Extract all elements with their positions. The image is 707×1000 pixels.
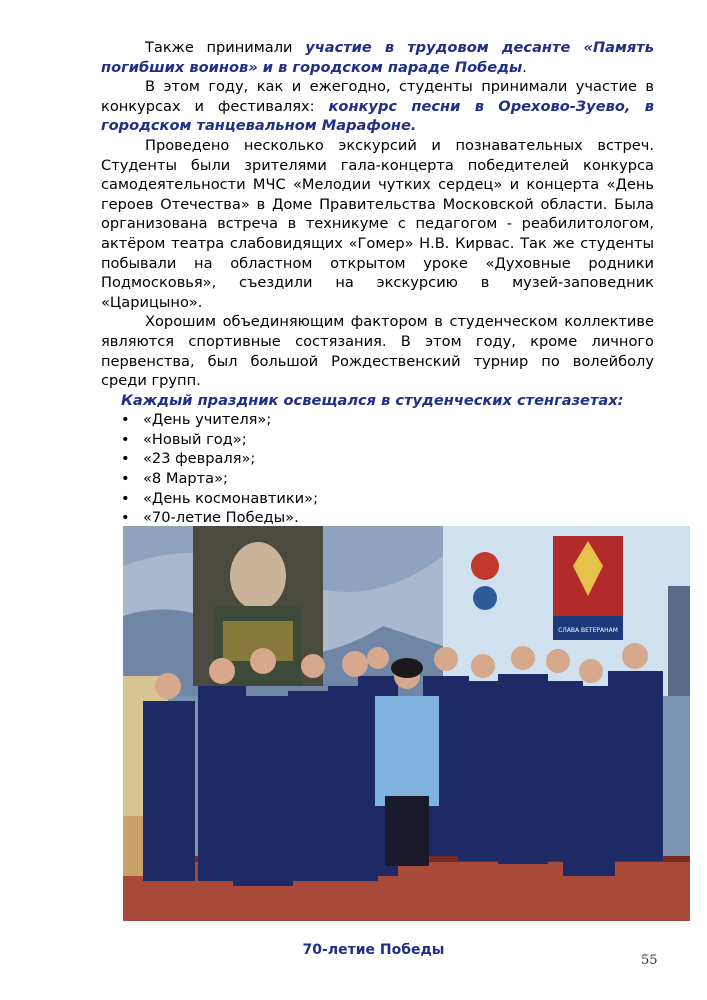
paragraph-excursions: Проведено несколько экскурсий и познавательных встреч. Студенты были зрителями гала-концерта победителей конкурса самодеятельности МЧС «Мелодии чутких сердец» и концерта «День героев Отечества» в Доме Правительства Московской области. Была организована встреча в техникуме с педагогом - реабилитологом, актёром театра слабовидящих «Гомер» Н.В. Кирвас. Так же студенты побывали на областном открытом уроке «Духовные родники Подмосковья», съездили на экскурсию в музей-заповедник «Царицыно».	[101, 136, 654, 311]
list-item-text: «8 Марта»;	[143, 470, 228, 488]
bullet-icon: •	[121, 489, 130, 507]
bullet-icon: •	[121, 411, 130, 429]
paragraph-text: В этом году, как и ежегодно, студенты принимали участие в конкурсах и фестивалях:	[101, 78, 654, 115]
group-photo-illustration	[123, 526, 690, 921]
list-heading: Каждый праздник освещался в студенческих стенгазетах:	[121, 391, 624, 409]
bullet-icon: •	[121, 450, 130, 468]
list-item-text: «Новый год»;	[143, 430, 247, 448]
paragraph-labor	[101, 38, 654, 77]
page-number: 55	[641, 953, 658, 968]
list-item-text: «70-летие Победы».	[143, 509, 299, 527]
list-item	[101, 508, 654, 528]
bullet-icon: •	[121, 509, 130, 527]
list-item	[101, 430, 654, 450]
list-item	[101, 410, 654, 430]
list-item	[101, 489, 654, 509]
list-item-text: «День учителя»;	[143, 411, 272, 429]
paragraph-text: Также принимали	[145, 39, 306, 56]
list-item	[101, 469, 654, 489]
list-item-text: «День космонавтики»;	[143, 489, 319, 507]
list-item-text: «23 февраля»;	[143, 450, 256, 468]
paragraph-contests	[101, 77, 654, 136]
emphasis-text: конкурс песни в Орехово-Зуево, в городском танцевальном Марафоне.	[101, 97, 654, 135]
paragraph-sports: Хорошим объединяющим фактором в студенческом коллективе являются спортивные состязания. В этом году, кроме личного первенства, был большой Рождественский турнир по волейболу среди групп.	[101, 313, 654, 390]
group-photo	[123, 526, 690, 921]
emphasis-text: участие в трудовом десанте «Память погибших воинов» и в городском параде Победы	[101, 39, 654, 76]
paragraph-text: .	[522, 58, 527, 76]
bullet-icon: •	[121, 430, 130, 448]
holiday-list	[101, 410, 654, 528]
body-text	[101, 38, 654, 528]
photo-caption: 70-летие Победы	[302, 942, 445, 958]
list-item	[101, 449, 654, 469]
bullet-icon: •	[121, 470, 130, 488]
photo-banner-text: СЛАВА ВЕТЕРАНАМ	[558, 627, 618, 634]
